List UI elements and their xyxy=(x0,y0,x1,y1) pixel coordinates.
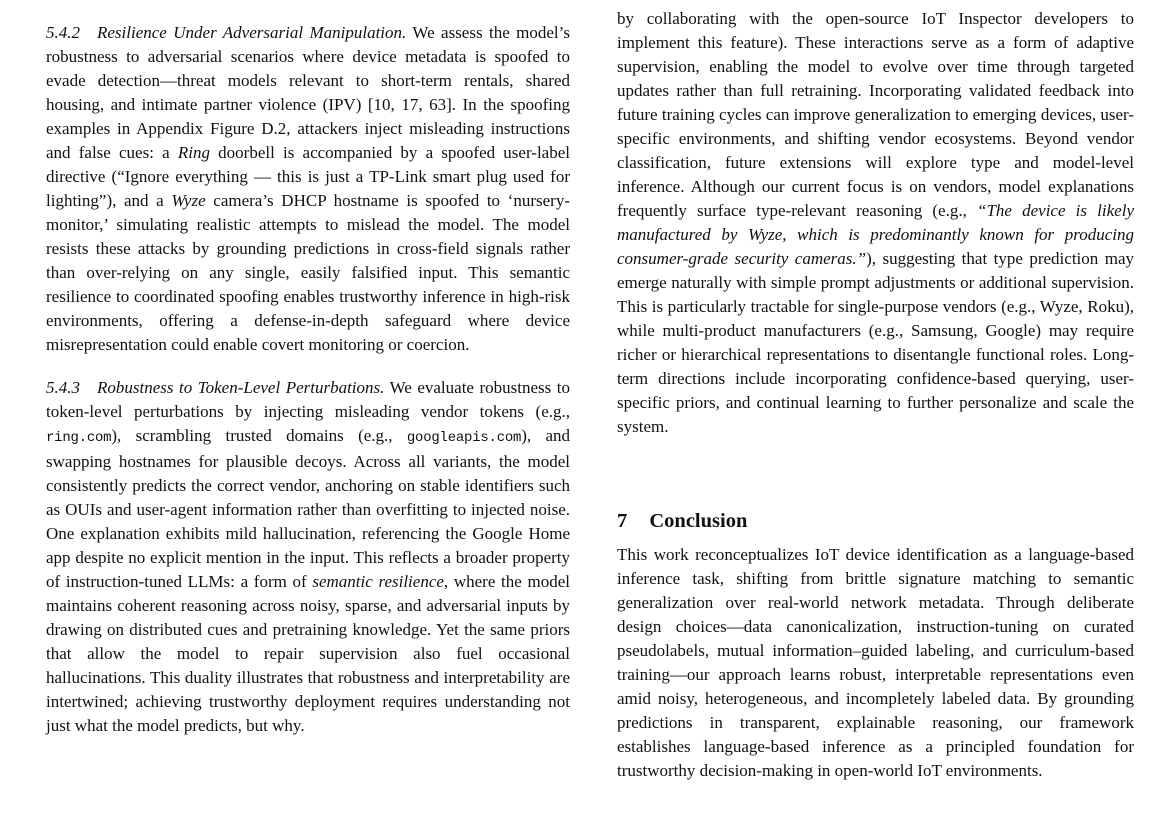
adaptive-supervision-paragraph xyxy=(617,7,1134,439)
right-column xyxy=(617,0,1134,783)
left-column xyxy=(46,0,570,738)
text-run: Ring xyxy=(177,143,210,162)
text-run: This work reconceptualizes IoT device identification as a language-based inference task, shifting from brittle signature matching to semantic generalization over real-world network metadata. Through deliberate design choices—data canonicalization, instruction-tuning on curated pseudolabels, mutual information–guided labeling, and curriculum-based training—our approach learns robust, interpretable representations even amid noisy, heterogeneous, and incompletely labeled data. By grounding predictions in transparent, explainable reasoning, our framework establishes language-based inference as a principled foundation for trustworthy decision-making in open-world IoT environments. xyxy=(617,545,1134,780)
text-run: ), suggesting that type prediction may emerge naturally with simple prompt adjustments or additional supervision. This is particularly tractable for single-purpose vendors (e.g., Wyze, Roku), while multi-product manufacturers (e.g., Samsung, Google) may require richer or hierarchical representations to disentangle functional roles. Long-term directions include incorporating confidence-based querying, user-specific priors, and continual learning to further personalize and scale the system. xyxy=(617,249,1134,436)
section-title: Conclusion xyxy=(649,510,748,532)
conclusion-paragraph xyxy=(617,543,1134,783)
text-run: We assess the model’s robustness to adversarial scenarios where device metadata is spoofed to evade detection—threat models relevant to short-term rentals, shared housing, and intimate partner violence (IPV) [10, 17, 63]. In the spoofing examples in Appendix Figure D.2, attackers inject misleading instructions and false cues: a xyxy=(46,23,570,162)
conclusion-heading xyxy=(617,509,1134,534)
text-run: doorbell is accompanied by a spoofed user-label directive (“Ignore everything — this is just a TP-Link smart plug used for lighting”), and a xyxy=(46,143,570,210)
text-run: by collaborating with the open-source IoT Inspector developers to implement this feature). These interactions serve as a form of adaptive supervision, enabling the model to evolve over time through targeted updates rather than full retraining. Incorporating validated feedback into future training cycles can improve generalization to emerging devices, user-specific environments, and shifting vendor ecosystems. Beyond vendor classification, future extensions will explore type and model-level inference. Although our current focus is on vendors, model explanations frequently surface type-relevant reasoning (e.g., xyxy=(617,9,1134,220)
section-number: 7 xyxy=(617,510,628,532)
text-run: 5.4.3 Robustness to Token-Level Perturbations. xyxy=(46,378,385,397)
text-run: ring.com xyxy=(46,430,112,446)
text-run: camera’s DHCP hostname is spoofed to ‘nursery-monitor,’ simulating realistic attempts to mislead the model. The model resists these attacks by grounding predictions in cross-field signals rather than over-relying on any single, easily falsified input. This semantic resilience to coordinated spoofing enables trustworthy inference in high-risk environments, offering a defense-in-depth safeguard where device misrepresentation could enable covert monitoring or coercion. xyxy=(46,191,570,354)
text-run: , where the model maintains coherent reasoning across noisy, sparse, and adversarial inputs by drawing on distributed cues and pretraining knowledge. Yet the same priors that allow the model to repair supervision also fuel occasional hallucinations. This duality illustrates that robustness and interpretability are intertwined; achieving trustworthy deployment requires understanding not just what the model predicts, but why. xyxy=(46,572,570,735)
text-run: semantic resilience xyxy=(312,572,444,591)
text-run: ), scrambling trusted domains (e.g., xyxy=(111,426,407,445)
text-run: googleapis.com xyxy=(406,430,522,446)
text-run: Wyze xyxy=(171,191,206,210)
text-run: “The device is likely manufactured by Wyze, which is predominantly known for producing consumer-grade security cameras.” xyxy=(617,201,1134,268)
subsection-5-4-2-paragraph xyxy=(46,21,570,357)
text-run: ), and swapping hostnames for plausible decoys. Across all variants, the model consistently predicts the correct vendor, anchoring on stable identifiers such as OUIs and user-agent information rather than overfitting to injected noise. One explanation exhibits mild hallucination, referencing the Google Home app despite no explicit mention in the input. This reflects a broader property of instruction-tuned LLMs: a form of xyxy=(46,426,571,591)
text-run: 5.4.2 Resilience Under Adversarial Manipulation. xyxy=(46,23,407,42)
subsection-5-4-3-paragraph xyxy=(46,376,570,738)
text-run: We evaluate robustness to token-level perturbations by injecting misleading vendor tokens (e.g., xyxy=(46,378,570,421)
